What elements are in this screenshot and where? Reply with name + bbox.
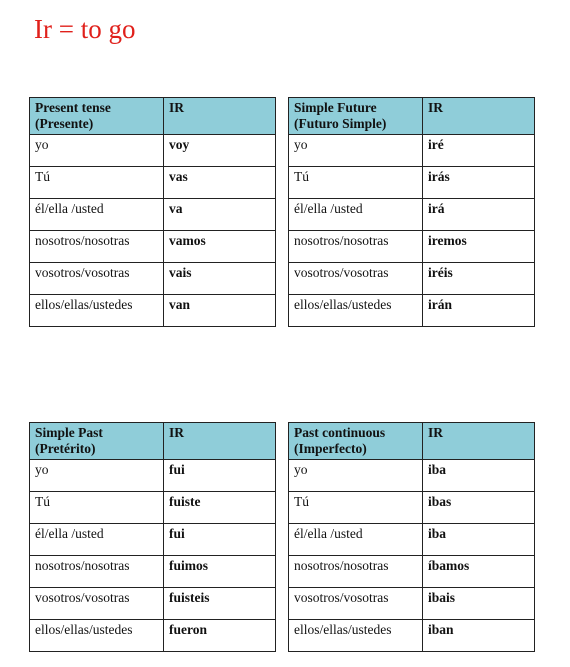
table-header-row [30, 423, 276, 460]
pronoun-cell: nosotros/nosotras [30, 231, 164, 263]
verb-header: IR [164, 98, 276, 135]
table-row [30, 492, 276, 524]
table-row [289, 556, 535, 588]
verb-form-cell: irán [423, 295, 535, 327]
conjugation-table-preterite [29, 422, 276, 652]
table-row [30, 167, 276, 199]
verb-form-cell: fui [164, 524, 276, 556]
verb-form-cell: iban [423, 620, 535, 652]
table-row [30, 199, 276, 231]
page-title: Ir = to go [34, 14, 136, 44]
pronoun-cell: yo [30, 460, 164, 492]
table-row [289, 460, 535, 492]
verb-form-cell: vas [164, 167, 276, 199]
verb-form-cell: iba [423, 460, 535, 492]
verb-form-cell: fui [164, 460, 276, 492]
tense-header: Past continuous (Imperfecto) [289, 423, 423, 460]
verb-form-cell: irá [423, 199, 535, 231]
verb-form-cell: fuisteis [164, 588, 276, 620]
pronoun-cell: nosotros/nosotras [289, 231, 423, 263]
tense-header: Simple Future (Futuro Simple) [289, 98, 423, 135]
conjugation-table-present [29, 97, 276, 327]
pronoun-cell: vosotros/vosotras [30, 263, 164, 295]
table-row [289, 588, 535, 620]
verb-form-cell: ibas [423, 492, 535, 524]
verb-form-cell: iba [423, 524, 535, 556]
pronoun-cell: él/ella /usted [30, 199, 164, 231]
table-row [289, 135, 535, 167]
pronoun-cell: él/ella /usted [289, 199, 423, 231]
pronoun-cell: yo [30, 135, 164, 167]
tense-header: Simple Past (Pretérito) [30, 423, 164, 460]
pronoun-cell: nosotros/nosotras [30, 556, 164, 588]
verb-header: IR [423, 98, 535, 135]
table-header-row [289, 98, 535, 135]
verb-form-cell: va [164, 199, 276, 231]
pronoun-cell: él/ella /usted [289, 524, 423, 556]
table-row [30, 295, 276, 327]
table-row [30, 263, 276, 295]
pronoun-cell: vosotros/vosotras [30, 588, 164, 620]
table-row [289, 295, 535, 327]
table-row [289, 231, 535, 263]
verb-form-cell: voy [164, 135, 276, 167]
table-row [289, 620, 535, 652]
pronoun-cell: yo [289, 460, 423, 492]
pronoun-cell: ellos/ellas/ustedes [30, 295, 164, 327]
verb-form-cell: irás [423, 167, 535, 199]
pronoun-cell: vosotros/vosotras [289, 263, 423, 295]
pronoun-cell: él/ella /usted [30, 524, 164, 556]
table-row [289, 263, 535, 295]
table-row [289, 492, 535, 524]
tense-header: Present tense (Presente) [30, 98, 164, 135]
verb-form-cell: vais [164, 263, 276, 295]
verb-form-cell: fueron [164, 620, 276, 652]
verb-header: IR [423, 423, 535, 460]
table-row [30, 588, 276, 620]
verb-form-cell: van [164, 295, 276, 327]
pronoun-cell: ellos/ellas/ustedes [289, 620, 423, 652]
pronoun-cell: ellos/ellas/ustedes [30, 620, 164, 652]
pronoun-cell: nosotros/nosotras [289, 556, 423, 588]
table-row [30, 231, 276, 263]
table-row [30, 460, 276, 492]
verb-form-cell: iréis [423, 263, 535, 295]
conjugation-table-imperfect [288, 422, 535, 652]
table-row [30, 556, 276, 588]
verb-form-cell: fuimos [164, 556, 276, 588]
pronoun-cell: Tú [289, 167, 423, 199]
pronoun-cell: ellos/ellas/ustedes [289, 295, 423, 327]
table-row [289, 167, 535, 199]
verb-form-cell: ibais [423, 588, 535, 620]
table-row [30, 620, 276, 652]
pronoun-cell: yo [289, 135, 423, 167]
pronoun-cell: vosotros/vosotras [289, 588, 423, 620]
table-row [30, 135, 276, 167]
conjugation-table-future [288, 97, 535, 327]
table-header-row [30, 98, 276, 135]
table-header-row [289, 423, 535, 460]
table-row [289, 199, 535, 231]
verb-form-cell: fuiste [164, 492, 276, 524]
verb-form-cell: íbamos [423, 556, 535, 588]
verb-form-cell: iré [423, 135, 535, 167]
verb-form-cell: iremos [423, 231, 535, 263]
table-row [30, 524, 276, 556]
pronoun-cell: Tú [289, 492, 423, 524]
pronoun-cell: Tú [30, 167, 164, 199]
table-row [289, 524, 535, 556]
pronoun-cell: Tú [30, 492, 164, 524]
verb-form-cell: vamos [164, 231, 276, 263]
verb-header: IR [164, 423, 276, 460]
